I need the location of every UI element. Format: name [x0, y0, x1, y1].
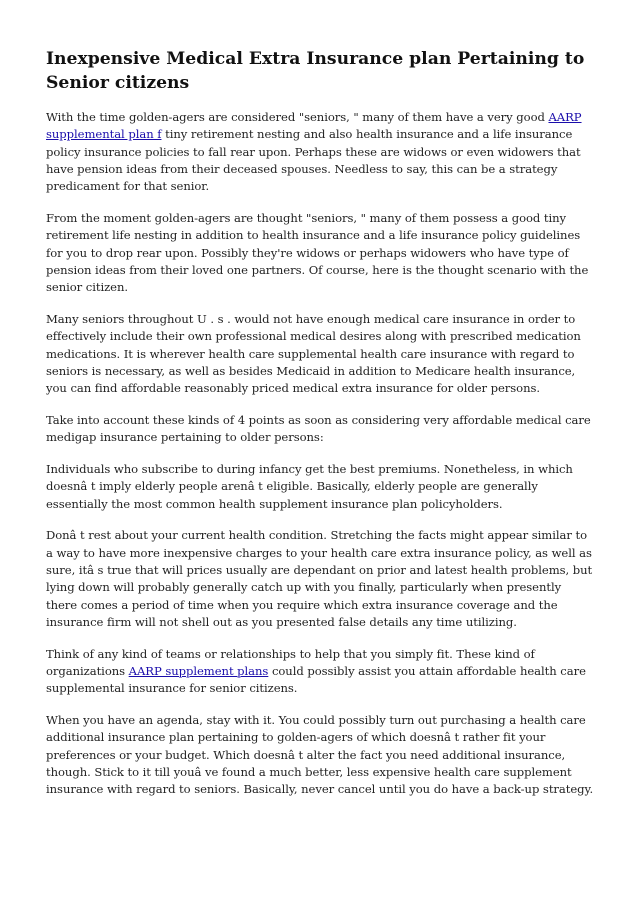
paragraph-text: With the time golden-agers are considered "seniors, " many of them have a very good [46, 110, 549, 124]
paragraph-text: tiny retirement nesting and also health insurance and a life insurance policy insurance policies to fall rear upon. Perhaps these are widows or even widowers that have pension ideas from their deceased spouses. Needless to say, this can be a strategy predicament for that senior. [46, 127, 581, 194]
document-page [46, 47, 594, 813]
paragraph-text: could possibly assist you attain affordable health care supplemental insurance for senior citizens. [46, 664, 586, 696]
paragraph-3: Many seniors throughout U . s . would not have enough medical care insurance in order to effectively include their own professional medical desires along with prescribed medication medications. It is wherever health care supplemental health care insurance with regard to seniors is necessary, as well as besides Medicaid in addition to Medicare health insurance, you can find affordable reasonably priced medical extra insurance for older persons. [46, 311, 581, 396]
aarp-supplemental-plan-f-link[interactable]: AARP supplemental plan f [46, 110, 582, 142]
document-title: Inexpensive Medical Extra Insurance plan Pertaining to Senior citizens [46, 49, 585, 93]
paragraph-text: Think of any kind of teams or relationships to help that you simply fit. These kind of organizations [46, 646, 535, 679]
paragraph-7 [46, 646, 594, 698]
paragraph-4: Take into account these kinds of 4 points as soon as considering very affordable medical care medigap insurance pertaining to older persons: [46, 412, 591, 445]
aarp-supplement-plans-link[interactable]: AARP supplement plans [128, 664, 269, 679]
paragraph-8: When you have an agenda, stay with it. You could possibly turn out purchasing a health care additional insurance plan pertaining to golden-agers of which doesnâ t rather fit your preferences or your budget. Which doesnâ t alter the fact you need additional insurance, though. Stick to it till youâ ve found a much better, less expensive health care supplement insurance with regard to seniors. Basically, never cancel until you do have a back-up strategy. [46, 713, 594, 797]
paragraph-5: Individuals who subscribe to during infancy get the best premiums. Nonetheless, in which doesnâ t imply elderly people arenâ t eligible. Basically, elderly people are generally essentially the most common health supplement insurance plan policyholders. [46, 462, 573, 511]
paragraph-1 [46, 109, 594, 195]
paragraph-6: Donâ t rest about your current health condition. Stretching the facts might appear similar to a way to have more inexpensive charges to your health care extra insurance policy, as well as sure, itâ s true that will prices usually are dependant on prior and latest health problems, but lying down will probably generally catch up with you finally, particularly when presently there comes a period of time when you require which extra insurance coverage and the insurance firm will not shell out as you presented false details any time utilizing. [46, 528, 593, 629]
paragraph-2: From the moment golden-agers are thought "seniors, " many of them possess a good tiny retirement life nesting in addition to health insurance and a life insurance policy guidelines for you to drop rear upon. Possibly they're widows or perhaps widowers who have type of pension ideas from their loved one partners. Of course, here is the thought scenario with the senior citizen. [46, 210, 589, 295]
